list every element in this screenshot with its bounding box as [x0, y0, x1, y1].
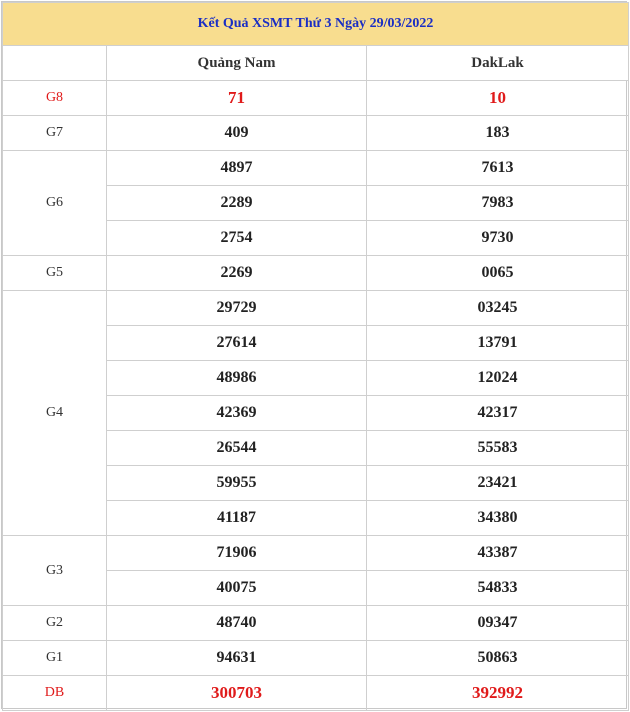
prize-label: G5: [3, 256, 107, 291]
results-body: [3, 81, 629, 711]
results-title: Kết Quả XSMT Thứ 3 Ngày 29/03/2022: [3, 3, 629, 46]
result-quang-nam: 94631: [107, 641, 367, 676]
prize-label: G6: [3, 151, 107, 256]
result-daklak: 12024: [367, 361, 629, 396]
result-daklak: 392992: [367, 676, 629, 711]
result-quang-nam: 59955: [107, 466, 367, 501]
prize-row-g1: [3, 641, 629, 676]
prize-label: G1: [3, 641, 107, 676]
result-quang-nam: 41187: [107, 501, 367, 536]
prize-label: DB: [3, 676, 107, 711]
prize-row-g6: [3, 151, 629, 186]
prize-row-g8: [3, 81, 629, 116]
header-row: [3, 46, 629, 81]
prize-label: G4: [3, 291, 107, 536]
prize-label: G8: [3, 81, 107, 116]
result-daklak: 0065: [367, 256, 629, 291]
province-header-quang-nam: Quảng Nam: [107, 46, 367, 81]
result-daklak: 50863: [367, 641, 629, 676]
result-quang-nam: 27614: [107, 326, 367, 361]
lottery-results-table: [2, 2, 629, 711]
result-quang-nam: 29729: [107, 291, 367, 326]
result-quang-nam: 4897: [107, 151, 367, 186]
result-quang-nam: 300703: [107, 676, 367, 711]
result-quang-nam: 48986: [107, 361, 367, 396]
result-quang-nam: 26544: [107, 431, 367, 466]
result-daklak: 7613: [367, 151, 629, 186]
prize-row-g5: [3, 256, 629, 291]
prize-header: [3, 46, 107, 81]
result-daklak: 42317: [367, 396, 629, 431]
result-quang-nam: 71906: [107, 536, 367, 571]
result-quang-nam: 2269: [107, 256, 367, 291]
prize-row-g2: [3, 606, 629, 641]
result-daklak: 55583: [367, 431, 629, 466]
result-daklak: 03245: [367, 291, 629, 326]
prize-label: G2: [3, 606, 107, 641]
result-daklak: 10: [367, 81, 629, 116]
result-quang-nam: 42369: [107, 396, 367, 431]
prize-label: G7: [3, 116, 107, 151]
result-quang-nam: 71: [107, 81, 367, 116]
result-quang-nam: 40075: [107, 571, 367, 606]
result-daklak: 34380: [367, 501, 629, 536]
result-daklak: 09347: [367, 606, 629, 641]
prize-row-g7: [3, 116, 629, 151]
result-daklak: 43387: [367, 536, 629, 571]
province-header-daklak: DakLak: [367, 46, 629, 81]
title-row: [3, 3, 629, 46]
result-daklak: 13791: [367, 326, 629, 361]
result-daklak: 7983: [367, 186, 629, 221]
prize-row-g3: [3, 536, 629, 571]
result-daklak: 54833: [367, 571, 629, 606]
results-frame: [1, 1, 627, 709]
prize-row-db: [3, 676, 629, 711]
result-quang-nam: 2754: [107, 221, 367, 256]
result-quang-nam: 409: [107, 116, 367, 151]
result-quang-nam: 48740: [107, 606, 367, 641]
prize-label: G3: [3, 536, 107, 606]
result-daklak: 183: [367, 116, 629, 151]
result-daklak: 23421: [367, 466, 629, 501]
result-quang-nam: 2289: [107, 186, 367, 221]
result-daklak: 9730: [367, 221, 629, 256]
prize-row-g4: [3, 291, 629, 326]
